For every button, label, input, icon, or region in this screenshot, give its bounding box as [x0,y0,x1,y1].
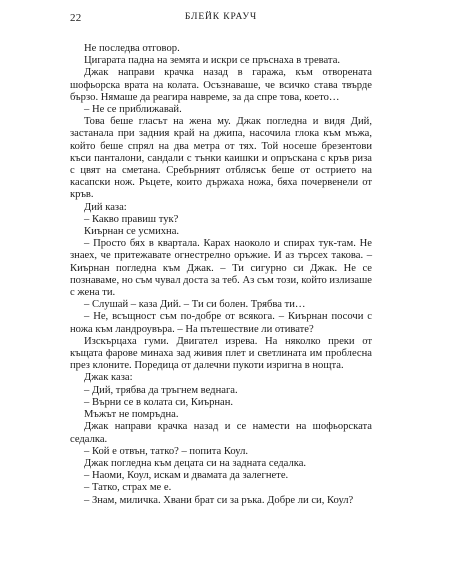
paragraph: – Просто бях в квартала. Карах наоколо и спирах тук-там. Не знаех, че притежавате огнестрелно оръжие. И аз търсех такова. – Киърнан погледна към Джак. – Ти сигурно си Джак. Не се познаваме, но съм чувал доста за теб. Аз съм този, който излизаше с жена ти. [70,238,372,299]
paragraph: Изскърцаха гуми. Двигател изрева. На няколко преки от къщата фарове минаха зад живия плет и светлината им проблесна през клоните. Поредица от далечни пукоти изригна в нощта. [70,335,372,372]
paragraph: Джак направи крачка назад и се намести на шофьорската седалка. [70,421,372,445]
paragraph: – Върни се в колата си, Киърнан. [84,396,234,408]
paragraph: – Кой е отвън, татко? – попита Коул. [84,445,249,457]
paragraph: Мъжът не помръдна. [84,409,179,421]
paragraph: – Знам, миличка. Хвани брат си за ръка. Добре ли си, Коул? [84,494,354,506]
paragraph: Това беше гласът на жена му. Джак погледна и видя Дий, застанала при задния край на джипа, насочила глока към мъжа, който беше спрял на два метра от тях. Той носеше брезентови къси панталони, сандали с тънки каишки и опръскана с кръв риза с цвят на сметана. Сребърният отблясък беше от острието на касапски нож. Ръцете, които държаха ножа, бяха почервенели от кръв. [70,116,372,201]
paragraph: Дий каза: [84,201,127,213]
paragraph: – Наоми, Коул, искам и двамата да залегнете. [84,470,289,482]
page-header [70,12,372,28]
paragraph: – Не, всъщност съм по-добре от всякога. – Киърнан посочи с ножа към ландроувъра. – На пътешествие ли отивате? [70,311,372,335]
paragraph: – Какво правиш тук? [84,213,179,225]
page-number: 22 [70,12,82,24]
paragraph: – Слушай – каза Дий. – Ти си болен. Трябва ти… [84,299,306,311]
paragraph: – Дий, трябва да тръгнем веднага. [84,384,238,396]
paragraph: – Не се приближавай. [84,104,182,116]
paragraph: Киърнан се усмихна. [84,226,180,238]
paragraph: Цигарата падна на земята и искри се пръснаха в тревата. [84,55,341,67]
paragraph: Джак погледна към децата си на задната седалка. [84,457,307,469]
running-title: БЛЕЙК КРАУЧ [184,12,258,22]
paragraph: Не последва отговор. [84,43,180,54]
body-text [70,43,372,507]
paragraph: Джак направи крачка назад в гаража, към отворената шофьорска врата на колата. Осъзнаваше, че всичко става твърде бързо. Нямаше да реагира навреме, за да спре това, което… [70,67,372,103]
paragraph: Джак каза: [84,372,133,384]
paragraph: – Татко, страх ме е. [84,482,172,494]
